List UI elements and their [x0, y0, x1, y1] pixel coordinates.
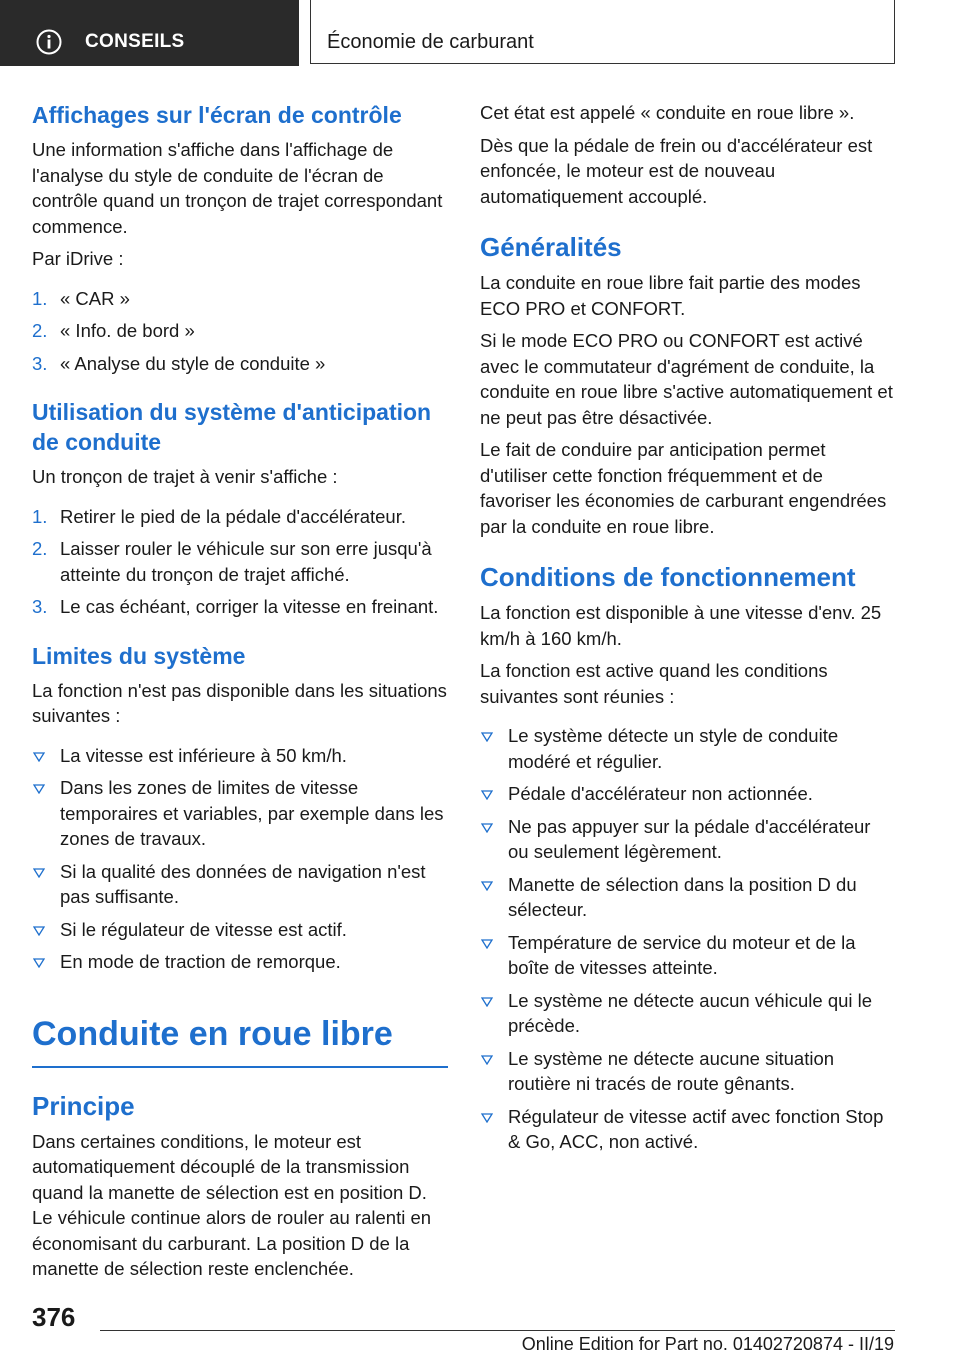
info-icon [35, 28, 63, 56]
list-item: 1. « CAR » [32, 287, 130, 309]
chapter-label: Économie de carburant [327, 31, 534, 53]
triangle-bullet-icon [481, 881, 493, 891]
triangle-bullet-icon [481, 823, 493, 833]
paragraph-idrive: Par iDrive : [32, 248, 124, 269]
utilisation-steps [32, 504, 448, 620]
heading-generalites: Généralités [480, 232, 622, 262]
triangle-bullet-icon [33, 958, 45, 968]
triangle-bullet-icon [481, 1055, 493, 1065]
list-item: 2. « Info. de bord » [32, 320, 195, 341]
section-label: CONSEILS [85, 31, 185, 52]
paragraph-affichages: Une information s'affiche dans l'affichage de l'analyse du style de conduite de l'écran de contrôle quand un tronçon de trajet correspondant commence. [32, 139, 443, 237]
list-item: 3. Le cas échéant, corriger la vitesse en freinant. [32, 596, 439, 617]
list-item: Pédale d'accélérateur non actionnée. [480, 781, 896, 807]
list-item: Le système ne détecte aucune situation routière ni tracés de route gênants. [480, 1046, 896, 1097]
chapter-tab [310, 0, 895, 64]
paragraph-pedale: Dès que la pédale de frein ou d'accélérateur est enfoncée, le moteur est de nouveau automatiquement accouplé. [480, 134, 873, 207]
footer-edition: Online Edition for Part no. 01402720874 - II/19 [521, 1334, 894, 1354]
paragraph-conditions-1: La fonction est disponible à une vitesse d'env. 25 km/h à 160 km/h. [480, 602, 882, 649]
triangle-bullet-icon [481, 997, 493, 1007]
list-item: Si le régulateur de vitesse est actif. [32, 917, 448, 943]
paragraph-conditions-2: La fonction est active quand les conditions suivantes sont réunies : [480, 660, 828, 707]
limites-list [32, 743, 448, 975]
paragraph-limites: La fonction n'est pas disponible dans les situations suivantes : [32, 679, 447, 726]
triangle-bullet-icon [481, 1113, 493, 1123]
triangle-bullet-icon [33, 784, 45, 794]
list-item: Le système détecte un style de conduite modéré et régulier. [480, 723, 896, 774]
right-column [480, 100, 896, 1162]
list-item: Température de service du moteur et de la boîte de vitesses atteinte. [480, 930, 896, 981]
paragraph-generalites-1: La conduite en roue libre fait partie des modes ECO PRO et CONFORT. [480, 272, 861, 319]
triangle-bullet-icon [481, 939, 493, 949]
page-header [0, 0, 960, 66]
list-item: Régulateur de vitesse actif avec fonction Stop & Go, ACC, non activé. [480, 1104, 896, 1155]
list-item: 2. Laisser rouler le véhicule sur son erre jusqu'à atteinte du tronçon de trajet affiché. [32, 538, 432, 585]
heading-limites: Limites du système [32, 642, 246, 669]
heading-affichages: Affichages sur l'écran de contrôle [32, 102, 402, 128]
idrive-steps [32, 286, 448, 377]
triangle-bullet-icon [33, 868, 45, 878]
triangle-bullet-icon [481, 790, 493, 800]
triangle-bullet-icon [33, 752, 45, 762]
list-item: 3. « Analyse du style de conduite » [32, 352, 326, 374]
list-item: Ne pas appuyer sur la pédale d'accélérateur ou seulement légèrement. [480, 814, 896, 865]
list-item: La vitesse est inférieure à 50 km/h. [32, 743, 448, 769]
paragraph-generalites-3: Le fait de conduire par anticipation permet d'utiliser cette fonction fréquemment et de favoriser les économies de carburant engendrées par la conduite en roue libre. [480, 439, 887, 537]
list-item: Dans les zones de limites de vitesse temporaires et variables, par exemple dans les zones de travaux. [32, 775, 448, 852]
list-item: 1. Retirer le pied de la pédale d'accélérateur. [32, 505, 406, 527]
conditions-list [480, 723, 896, 1155]
chapter-title: Conduite en roue libre [32, 1012, 448, 1068]
section-tab [0, 0, 299, 66]
list-item: Manette de sélection dans la position D du sélecteur. [480, 872, 896, 923]
paragraph-principe: Dans certaines conditions, le moteur est automatiquement découplé de la transmission quand la manette de sélection est en position D. Le véhicule continue alors de rouler au ralenti en économisant du carburant. La position D de la manette de sélection reste enclenchée. [32, 1130, 432, 1279]
heading-principe: Principe [32, 1090, 135, 1121]
list-item: Le système ne détecte aucun véhicule qui le précède. [480, 988, 896, 1039]
footer-divider [100, 1330, 895, 1331]
list-item: En mode de traction de remorque. [32, 949, 448, 975]
triangle-bullet-icon [33, 926, 45, 936]
paragraph-utilisation: Un tronçon de trajet à venir s'affiche : [32, 466, 338, 487]
paragraph-etat: Cet état est appelé « conduite en roue libre ». [480, 102, 855, 123]
triangle-bullet-icon [481, 732, 493, 742]
heading-conditions: Conditions de fonctionnement [480, 562, 856, 592]
heading-utilisation: Utilisation du système d'anticipation de conduite [32, 399, 432, 455]
list-item: Si la qualité des données de navigation n'est pas suffisante. [32, 859, 448, 910]
left-column [32, 100, 448, 1282]
page-number: 376 [32, 1302, 76, 1332]
paragraph-generalites-2: Si le mode ECO PRO ou CONFORT est activé avec le commutateur d'agrément de conduite, la conduite en roue libre s'active automatiquement et ne peut pas être désactivée. [480, 330, 893, 428]
